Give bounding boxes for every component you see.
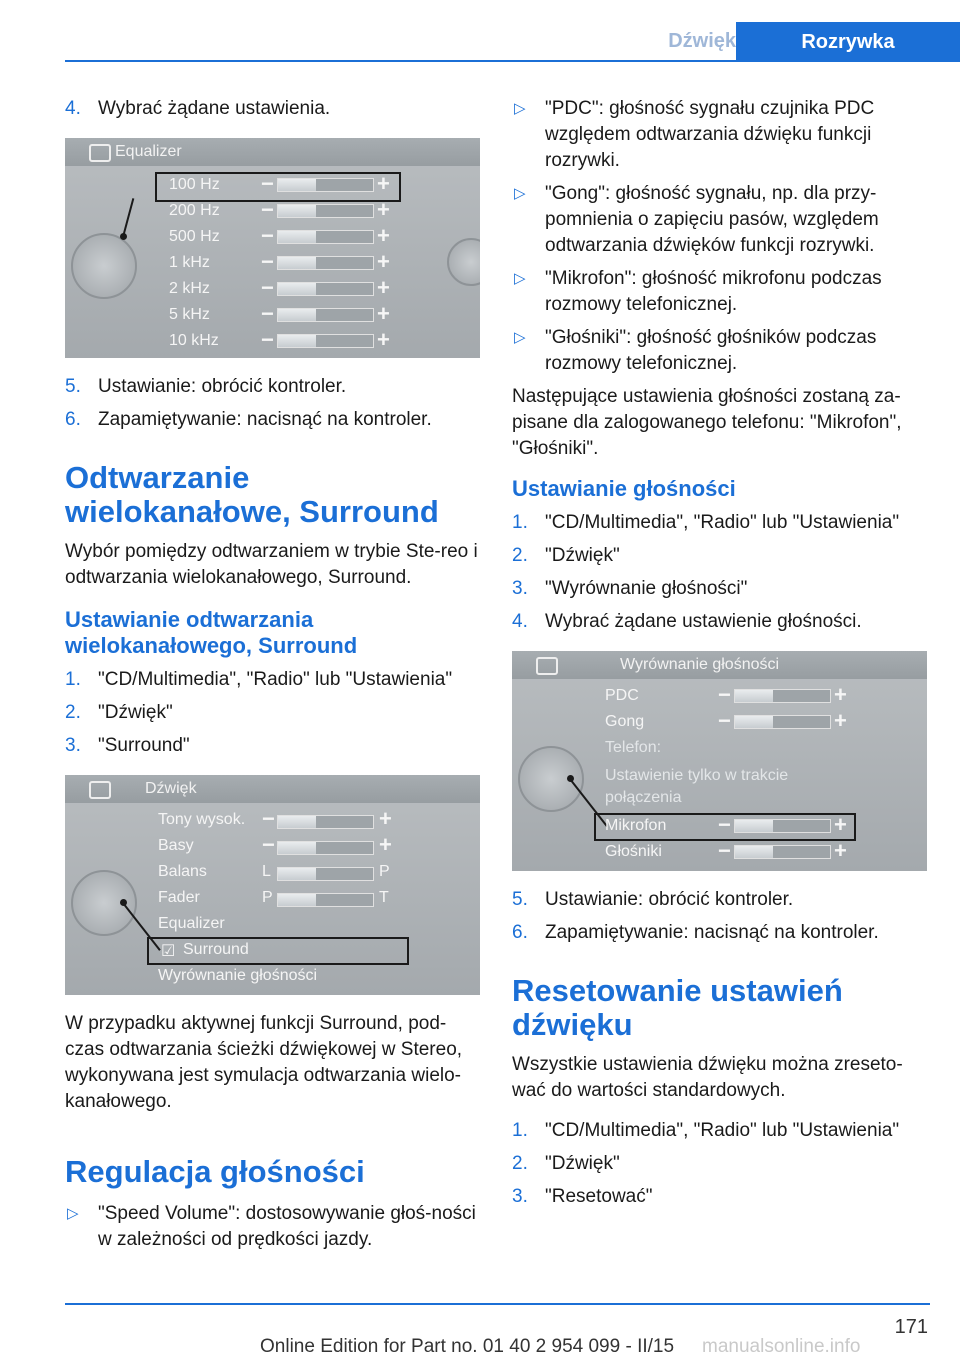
- step-number: 3.: [65, 735, 81, 756]
- step-text: "Dźwięk": [545, 545, 620, 566]
- slider-left-label: P: [262, 889, 273, 906]
- minus-icon: −: [261, 275, 274, 300]
- eq-band-label: 1 kHz: [169, 254, 210, 271]
- step-text: Zapamiętywanie: nacisnąć na kontroler.: [98, 409, 432, 430]
- controller-knob-icon: [71, 233, 137, 299]
- bullet-text: "Speed Volume": dostosowywanie głoś‐ności w zależności od prędkości jazdy.: [98, 1203, 476, 1250]
- eq-band-slider: [277, 256, 374, 270]
- minus-icon: −: [261, 171, 274, 196]
- plus-icon: +: [377, 171, 390, 196]
- row-pdc: PDC: [605, 687, 639, 704]
- subheading-surround: Ustawianie odtwarzania wielokanałowego, Surround: [65, 607, 358, 658]
- sound-slider: [277, 815, 374, 829]
- volume-step-6: [512, 920, 932, 946]
- minus-icon: −: [718, 812, 731, 837]
- surround-step-3: [65, 733, 480, 759]
- step-number: 3.: [512, 578, 528, 599]
- volume-step-4: [512, 609, 932, 635]
- screen-title: Dźwięk: [145, 780, 197, 797]
- bullet-text: "Mikrofon": głośność mikrofonu podczas rozmowy telefonicznej.: [545, 268, 882, 315]
- controller-knob-icon: [518, 746, 584, 812]
- eq-band-label: 500 Hz: [169, 228, 220, 245]
- eq-band-slider: [277, 230, 374, 244]
- eq-band-label: 200 Hz: [169, 202, 220, 219]
- row-gong: Gong: [605, 713, 645, 730]
- bullet-speed-volume: [65, 1201, 480, 1253]
- plus-icon: +: [377, 197, 390, 222]
- step-text: "Dźwięk": [98, 702, 173, 723]
- plus-icon: +: [377, 223, 390, 248]
- sound-slider: [277, 841, 374, 855]
- step-text: "Dźwięk": [545, 1153, 620, 1174]
- eq-band-slider: [277, 308, 374, 322]
- step-number: 4.: [65, 98, 81, 119]
- bullet-text: "Głośniki": głośność głośników podczas rozmowy telefonicznej.: [545, 327, 877, 374]
- screen-title: Equalizer: [115, 143, 182, 160]
- paragraph-surround: Wybór pomiędzy odtwarzaniem w trybie Ste‐reo i odtwarzania wielokanałowego, Surround.: [65, 541, 478, 588]
- eq-band-slider: [277, 204, 374, 218]
- equalizer-screenshot: [65, 138, 480, 358]
- paragraph-saved: Następujące ustawienia głośności zostaną za‐pisane dla zalogowanego telefonu: "Mikrofon", "Głośniki".: [512, 386, 902, 459]
- plus-icon: +: [377, 301, 390, 326]
- plus-icon: +: [379, 832, 392, 857]
- minus-icon: −: [261, 301, 274, 326]
- right-column: [512, 96, 932, 1217]
- minus-icon: −: [262, 806, 275, 831]
- row-note: Ustawienie tylko w trakcie połączenia: [605, 767, 789, 806]
- step-text: Ustawianie: obrócić kontroler.: [98, 376, 347, 397]
- left-column: [65, 96, 480, 1260]
- triangle-bullet-icon: ▷: [514, 329, 526, 346]
- heading-reset: Resetowanie ustawień dźwięku: [512, 973, 843, 1042]
- row-mic: Mikrofon: [605, 817, 667, 834]
- pdc-slider: [734, 689, 831, 703]
- sound-menu-item: Fader: [158, 889, 200, 906]
- watermark: manualsonline.info: [702, 1336, 861, 1357]
- footer-rule: [65, 1303, 930, 1305]
- triangle-bullet-icon: ▷: [514, 270, 526, 287]
- step-number: 2.: [65, 702, 81, 723]
- plus-icon: +: [834, 682, 847, 707]
- step-text: "CD/Multimedia", "Radio" lub "Ustawienia": [545, 1120, 900, 1141]
- triangle-bullet-icon: ▷: [67, 1205, 79, 1222]
- eq-band-slider: [277, 282, 374, 296]
- mic-slider: [734, 819, 831, 833]
- controller-knob-icon: [71, 870, 137, 936]
- row-speakers: Głośniki: [605, 843, 662, 860]
- step-number: 6.: [512, 922, 528, 943]
- step-text: Wybrać żądane ustawienie głośności.: [545, 611, 862, 632]
- plus-icon: +: [834, 838, 847, 863]
- equalizer-icon: [89, 144, 111, 162]
- slider-left-label: L: [262, 863, 271, 880]
- minus-icon: −: [718, 682, 731, 707]
- plus-icon: +: [377, 327, 390, 352]
- bullet-gong: [512, 181, 932, 259]
- eq-band-label: 100 Hz: [169, 176, 220, 193]
- subheading-volume: Ustawianie głośności: [512, 476, 736, 501]
- volume-step-3: [512, 576, 932, 602]
- step-number: 3.: [512, 1186, 528, 1207]
- bullet-pdc: [512, 96, 932, 174]
- volume-step-2: [512, 543, 932, 569]
- plus-icon: +: [379, 806, 392, 831]
- volume-step-5: [512, 887, 932, 913]
- triangle-bullet-icon: ▷: [514, 185, 526, 202]
- paragraph-reset: Wszystkie ustawienia dźwięku można zreseto‐wać do wartości standardowych.: [512, 1054, 903, 1101]
- plus-knob-icon: [447, 238, 480, 286]
- reset-step-2: [512, 1151, 932, 1177]
- eq-band-slider: [277, 334, 374, 348]
- equalizer-icon: [536, 657, 558, 675]
- bullet-speakers: [512, 325, 932, 377]
- speakers-slider: [734, 845, 831, 859]
- plus-icon: +: [834, 812, 847, 837]
- paragraph-surround-note: W przypadku aktywnej funkcji Surround, pod‐czas odtwarzania ścieżki dźwiękowej w Stereo, wykonywana jest symulacja odtwarzania wielo‐kanałowego.: [65, 1013, 463, 1112]
- minus-icon: −: [261, 249, 274, 274]
- minus-icon: −: [261, 223, 274, 248]
- checkbox-checked-icon: ☑: [161, 943, 176, 960]
- plus-icon: +: [377, 249, 390, 274]
- plus-icon: +: [377, 275, 390, 300]
- reset-step-3: [512, 1184, 932, 1210]
- step-number: 1.: [512, 512, 528, 533]
- step-number: 2.: [512, 545, 528, 566]
- sound-menu-screenshot: [65, 775, 480, 995]
- sound-menu-item: Balans: [158, 863, 207, 880]
- step-number: 5.: [512, 889, 528, 910]
- step-text: "CD/Multimedia", "Radio" lub "Ustawienia": [98, 669, 453, 690]
- volume-screenshot: [512, 651, 927, 871]
- surround-step-2: [65, 700, 480, 726]
- sound-menu-item: Equalizer: [158, 915, 225, 932]
- page-header: [65, 0, 960, 62]
- step-number: 6.: [65, 409, 81, 430]
- sound-menu-item: Basy: [158, 837, 194, 854]
- eq-band-slider: [277, 178, 374, 192]
- sound-menu-item: Surround: [183, 941, 249, 958]
- minus-icon: −: [718, 838, 731, 863]
- heading-volume: Regulacja głośności: [65, 1154, 365, 1189]
- step-number: 1.: [65, 669, 81, 690]
- minus-icon: −: [261, 197, 274, 222]
- sound-slider: [277, 893, 374, 907]
- step-4: [65, 96, 480, 122]
- step-number: 4.: [512, 611, 528, 632]
- step-text: Zapamiętywanie: nacisnąć na kontroler.: [545, 922, 879, 943]
- reset-step-1: [512, 1118, 932, 1144]
- eq-band-label: 10 kHz: [169, 332, 219, 349]
- screen-title: Wyrównanie głośności: [620, 656, 780, 673]
- step-5: [65, 374, 480, 400]
- step-text: Wybrać żądane ustawienia.: [98, 98, 331, 119]
- minus-icon: −: [262, 832, 275, 857]
- gong-slider: [734, 715, 831, 729]
- volume-step-1: [512, 510, 932, 536]
- step-number: 5.: [65, 376, 81, 397]
- sound-slider: [277, 867, 374, 881]
- row-phone: Telefon:: [605, 739, 662, 756]
- step-text: "Resetować": [545, 1186, 653, 1207]
- step-text: "Wyrównanie głośności": [545, 578, 748, 599]
- sound-icon: [89, 781, 111, 799]
- eq-band-label: 2 kHz: [169, 280, 210, 297]
- tab-sound[interactable]: Dźwięk: [668, 30, 736, 52]
- bullet-text: "PDC": głośność sygnału czujnika PDC względem odtwarzania dźwięku funkcji rozrywki.: [545, 98, 875, 171]
- bullet-mic: [512, 266, 932, 318]
- step-text: Ustawianie: obrócić kontroler.: [545, 889, 794, 910]
- slider-right-label: T: [379, 889, 389, 906]
- triangle-bullet-icon: ▷: [514, 100, 526, 117]
- step-number: 1.: [512, 1120, 528, 1141]
- step-6: [65, 407, 480, 433]
- minus-icon: −: [261, 327, 274, 352]
- tab-entertainment[interactable]: Rozrywka: [736, 22, 960, 60]
- bullet-text: "Gong": głośność sygnału, np. dla przy‐pomnienia o zapięciu pasów, względem odtwarzania dźwięków funkcji rozrywki.: [545, 183, 879, 256]
- sound-menu-item: Wyrównanie głośności: [158, 967, 318, 984]
- eq-band-label: 5 kHz: [169, 306, 210, 323]
- minus-icon: −: [718, 708, 731, 733]
- step-text: "Surround": [98, 735, 190, 756]
- page-number: 171: [894, 1316, 928, 1338]
- plus-icon: +: [834, 708, 847, 733]
- heading-surround: Odtwarzanie wielokanałowe, Surround: [65, 460, 439, 529]
- step-number: 2.: [512, 1153, 528, 1174]
- surround-step-1: [65, 667, 480, 693]
- sound-menu-item: Tony wysok.: [158, 811, 246, 828]
- slider-right-label: P: [379, 863, 390, 880]
- edition-note: Online Edition for Part no. 01 40 2 954 099 - II/15: [260, 1336, 675, 1357]
- step-text: "CD/Multimedia", "Radio" lub "Ustawienia": [545, 512, 900, 533]
